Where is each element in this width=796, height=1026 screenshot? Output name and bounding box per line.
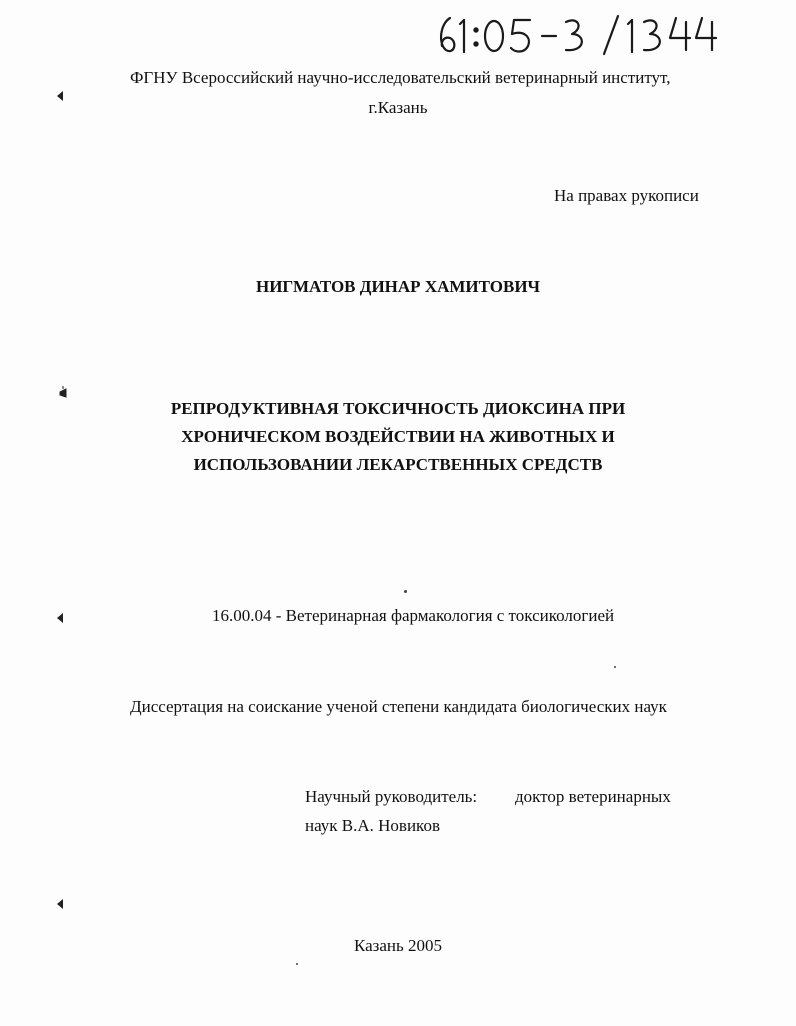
thesis-title-line-3: ИСПОЛЬЗОВАНИИ ЛЕКАРСТВЕННЫХ СРЕДСТВ — [193, 455, 603, 474]
binding-mark — [58, 386, 68, 398]
scan-speck — [296, 963, 298, 965]
manuscript-note: На правах рукописи — [554, 186, 699, 205]
city-year: Казань 2005 — [353, 936, 443, 955]
dissertation-statement: Диссертация на соискание ученой степени кандидата биологических наук — [130, 697, 667, 716]
scan-speck — [614, 666, 616, 668]
institution-line-1: ФГНУ Всероссийский научно-исследовательский ветеринарный институт, — [130, 68, 671, 87]
specialty-code: 16.00.04 - Ветеринарная фармакология с токсикологией — [212, 606, 615, 625]
thesis-title-line-2: ХРОНИЧЕСКОМ ВОЗДЕЙСТВИИ НА ЖИВОТНЫХ И — [181, 427, 615, 446]
supervisor-degree-part1: доктор ветеринарных — [515, 787, 671, 806]
binding-mark — [55, 612, 65, 624]
author-name: НИГМАТОВ ДИНАР ХАМИТОВИЧ — [255, 277, 541, 296]
handwritten-archive-number — [432, 10, 732, 60]
supervisor-label: Научный руководитель: — [305, 787, 478, 806]
institution-line-2: г.Казань — [368, 98, 428, 117]
binding-mark — [55, 898, 65, 910]
scan-speck — [404, 590, 407, 593]
thesis-title-line-1: РЕПРОДУКТИВНАЯ ТОКСИЧНОСТЬ ДИОКСИНА ПРИ — [170, 399, 626, 418]
supervisor-degree-part2: наук В.А. Новиков — [305, 816, 440, 835]
